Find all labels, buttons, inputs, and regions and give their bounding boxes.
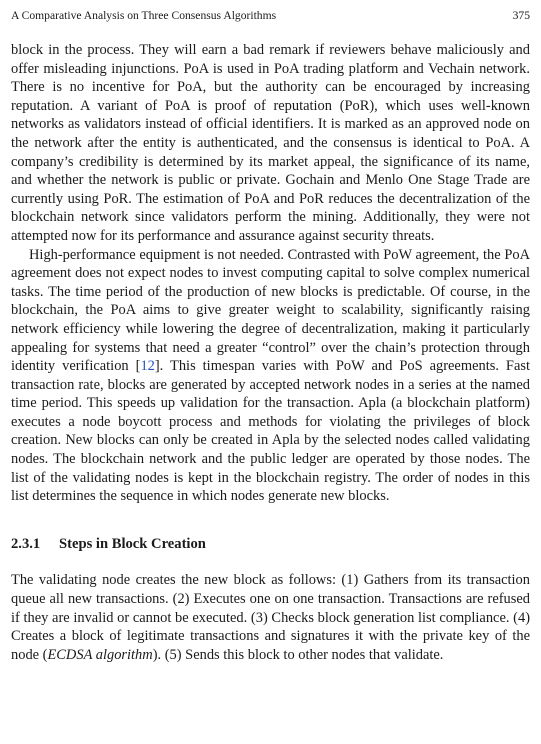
running-title: A Comparative Analysis on Three Consensus Algorithms xyxy=(11,9,277,22)
running-header xyxy=(11,8,530,24)
paragraph-text: High-performance equipment is not needed. Contrasted with PoW agreement, the PoA agreement does not expect nodes to invest computing capital to solve complex numerical tasks. The time period of the production of new blocks is predictable. Of course, in the blockchain, the PoA aims to give greater weight to scalability, significantly raising network efficiency while lowering the degree of decentralization, making it particularly appealing for systems that need a greater “control” over the chain’s protection through identity verification [ xyxy=(11,246,530,375)
body-text xyxy=(11,41,530,506)
section-number: 2.3.1 xyxy=(11,535,41,552)
algorithm-name: ECDSA algorithm xyxy=(47,646,153,663)
paragraph-continued: block in the process. They will earn a bad remark if reviewers behave maliciously and offer misleading injunctions. PoA is used in PoA trading platform and Vechain network. There is no incentive for PoA, but the authority can be encouraged by increasing reputation. A variant of PoA is proof of reputation (PoR), which uses well-known networks as validators instead of official identifiers. It is marked as an approved node on the network after the entity is authenticated, and the consensus is identical to PoA. A company’s credibility is determined by its market appeal, the significance of its name, and whether the network is public or private. Gochain and Menlo One Stage Trade are currently using PoR. The estimation of PoA and PoR reduces the decentralization of the blockchain network since validators perform the mining. Additionally, they were not attempted now for its performance and assurance against security threats. xyxy=(11,42,530,244)
document-page xyxy=(11,8,530,664)
section-heading xyxy=(11,535,530,554)
citation-link[interactable]: 12 xyxy=(140,358,155,375)
paragraph-block-creation xyxy=(11,571,530,664)
paragraph-text: The validating node creates the new block as follows: (1) Gathers from its transaction queue all new transactions. (2) Executes one on one transaction. Transactions are refused if they are invalid or cannot be executed. (3) Checks block generation list compliance. (4) Creates a block of legitimate transactions and signatures it with the private key of the node ( xyxy=(11,572,530,663)
page-number: 375 xyxy=(512,9,530,22)
paragraph-text: ). (5) Sends this block to other nodes that validate. xyxy=(152,646,444,663)
paragraph-poa-benefits xyxy=(11,246,530,506)
paragraph-text: ]. This timespan varies with PoW and PoS agreements. Fast transaction rate, blocks are generated by accepted network nodes in a series at the named time period. This speeds up validation for the transaction. Apla (a blockchain platform) executes a node boycott process and methods for violating the privileges of block creation. New blocks can only be created in Apla by the selected nodes called validating nodes. The blockchain network and the public ledger are operated by those nodes. The list of the validating nodes is kept in the blockchain registry. The order of nodes in this list determines the sequence in which nodes generate new blocks. xyxy=(11,358,530,505)
section-body xyxy=(11,571,530,664)
section-title: Steps in Block Creation xyxy=(59,535,206,552)
